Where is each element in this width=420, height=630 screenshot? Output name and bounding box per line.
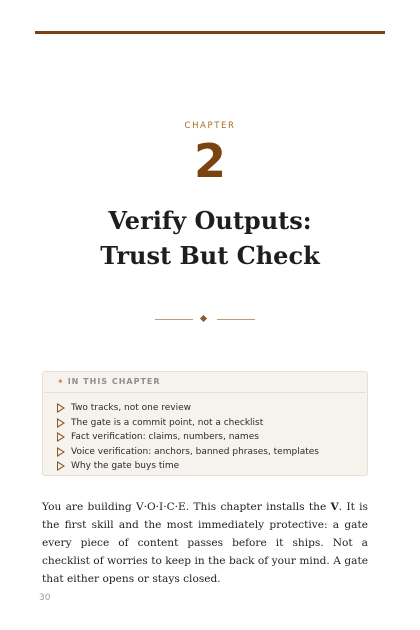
body-text-bold: V [330, 500, 339, 513]
diamond-icon [200, 315, 207, 322]
divider-ornament [155, 313, 255, 325]
triangle-bullet-icon [57, 447, 65, 457]
list-item [57, 430, 319, 445]
triangle-bullet-icon [57, 403, 65, 413]
list-item [57, 416, 319, 431]
chapter-title-line-2: Trust But Check [100, 241, 320, 270]
body-text-part-1: You are building V·O·I·C·E. This chapter installs the [42, 500, 331, 513]
ornament-line-right [217, 319, 255, 320]
star-icon: ✦ [57, 377, 65, 386]
chapter-title [0, 203, 420, 273]
in-this-chapter-header-text: IN THIS CHAPTER [67, 377, 161, 386]
chapter-topics-list [57, 401, 319, 474]
chapter-number: 2 [193, 134, 226, 188]
in-this-chapter-box [42, 371, 368, 476]
body-paragraph [42, 498, 368, 588]
triangle-bullet-icon [57, 432, 65, 442]
list-item-text: Fact verification: claims, numbers, names [71, 432, 259, 443]
chapter-title-line-1: Verify Outputs: [108, 206, 312, 235]
triangle-bullet-icon [57, 461, 65, 471]
body-text-part-2: . It is the first skill and the most immediately protective: a gate every piece of content passes before it ships. Not a checklist of worries to keep in the back of your mind. A gate that either opens or stays closed. [42, 500, 368, 585]
box-divider [44, 392, 366, 393]
list-item [57, 445, 319, 460]
list-item-text: Why the gate buys time [71, 461, 180, 472]
list-item-text: The gate is a commit point, not a checklist [71, 417, 264, 428]
list-item [57, 459, 319, 474]
list-item-text: Voice verification: anchors, banned phrases, templates [71, 446, 319, 457]
triangle-bullet-icon [57, 418, 65, 428]
in-this-chapter-header [57, 377, 161, 386]
chapter-label: CHAPTER [184, 121, 236, 131]
page-number: 30 [39, 593, 51, 603]
top-rule [35, 31, 385, 34]
list-item [57, 401, 319, 416]
list-item-text: Two tracks, not one review [71, 403, 192, 414]
ornament-line-left [155, 319, 193, 320]
